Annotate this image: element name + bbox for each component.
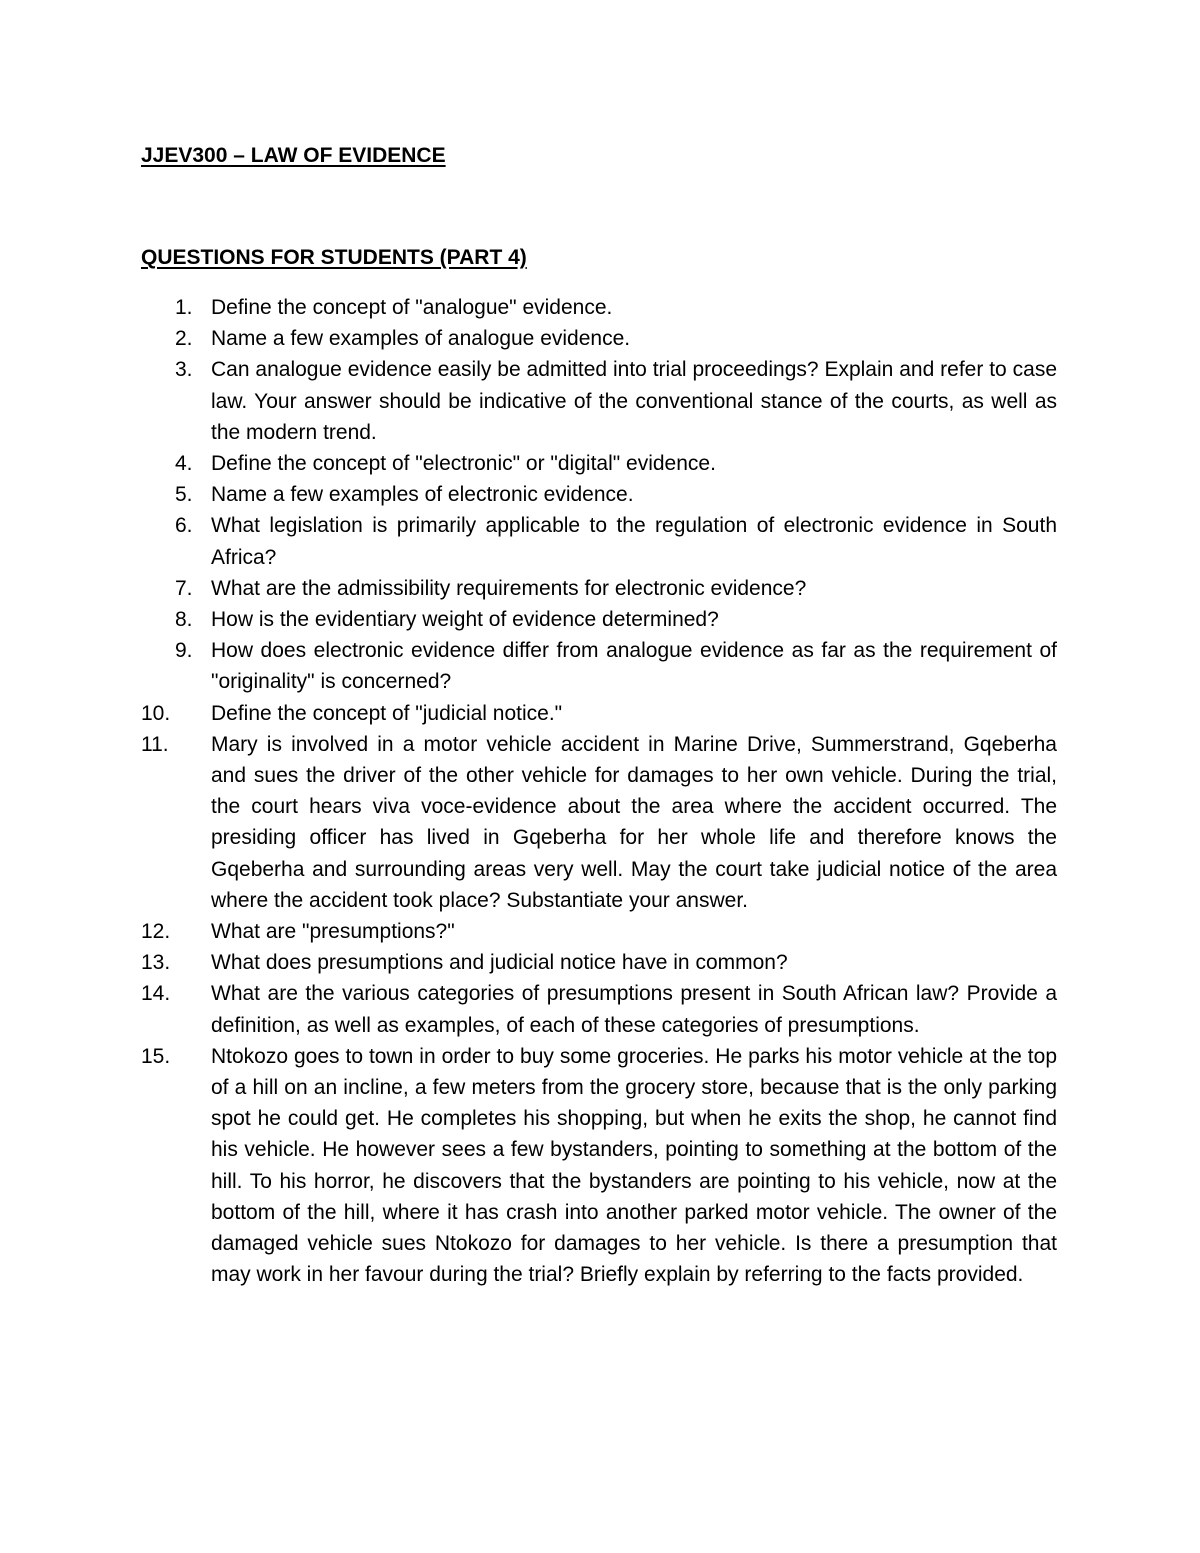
question-number: 11. xyxy=(141,732,169,756)
question-number: 14. xyxy=(141,982,171,1006)
question-number: 13. xyxy=(141,951,171,975)
question-text: Mary is involved in a motor vehicle accident in Marine Drive, Summerstrand, Gqeberha and sues the driver of the other vehicle for damages to her own vehicle. During the trial, the court hears viva voce-evidence about the area where the accident occurred. The presiding officer has lived in Gqeberha for her whole life and therefore knows the Gqeberha and surrounding areas very well. May the court take judicial notice of the area where the accident took place? Substantiate your answer. xyxy=(211,732,1057,912)
question-text: What legislation is primarily applicable to the regulation of electronic evidence in South Africa? xyxy=(211,514,1057,569)
section-heading: QUESTIONS FOR STUDENTS (PART 4) xyxy=(141,246,527,269)
question-item xyxy=(0,573,1200,604)
question-item xyxy=(0,947,1200,978)
question-number: 4. xyxy=(175,452,193,476)
question-text: What are the admissibility requirements for electronic evidence? xyxy=(211,576,807,600)
question-text: How is the evidentiary weight of evidence determined? xyxy=(211,608,719,632)
question-item xyxy=(0,635,1200,697)
question-text: How does electronic evidence differ from analogue evidence as far as the requirement of "originality" is concerned? xyxy=(211,639,1057,694)
question-item xyxy=(0,1041,1200,1291)
question-item xyxy=(0,729,1200,916)
question-number: 10. xyxy=(141,701,171,725)
question-text: Name a few examples of electronic evidence. xyxy=(211,483,634,507)
question-item xyxy=(0,916,1200,947)
question-text: What does presumptions and judicial notice have in common? xyxy=(211,951,788,975)
question-item xyxy=(0,698,1200,729)
question-number: 9. xyxy=(175,639,193,663)
question-number: 6. xyxy=(175,514,193,538)
question-item xyxy=(0,604,1200,635)
question-item xyxy=(0,354,1200,448)
question-number: 1. xyxy=(175,296,193,319)
document-title: JJEV300 – LAW OF EVIDENCE xyxy=(141,144,446,167)
question-item xyxy=(0,978,1200,1040)
question-text: What are "presumptions?" xyxy=(211,920,455,944)
question-item xyxy=(0,479,1200,510)
question-item xyxy=(0,448,1200,479)
question-text: What are the various categories of presumptions present in South African law? Provide a definition, as well as examples, of each of these categories of presumptions. xyxy=(211,982,1057,1037)
question-text: Can analogue evidence easily be admitted into trial proceedings? Explain and refer to case law. Your answer should be indicative of the conventional stance of the courts, as well as the modern trend. xyxy=(211,358,1057,444)
question-number: 2. xyxy=(175,327,193,351)
question-item xyxy=(0,510,1200,572)
question-number: 8. xyxy=(175,608,193,632)
question-text: Define the concept of "electronic" or "digital" evidence. xyxy=(211,452,716,476)
question-number: 7. xyxy=(175,576,193,600)
question-number: 15. xyxy=(141,1044,171,1068)
question-item xyxy=(0,323,1200,354)
question-text: Define the concept of "judicial notice." xyxy=(211,701,563,725)
question-number: 12. xyxy=(141,920,171,944)
question-text: Ntokozo goes to town in order to buy some groceries. He parks his motor vehicle at the top of a hill on an incline, a few meters from the grocery store, because that is the only parking spot he could get. He completes his shopping, but when he exits the shop, he cannot find his vehicle. He however sees a few bystanders, pointing to something at the bottom of the hill. To his horror, he discovers that the bystanders are pointing to his vehicle, now at the bottom of the hill, where it has crash into another parked motor vehicle. The owner of the damaged vehicle sues Ntokozo for damages to her vehicle. Is there a presumption that may work in her favour during the trial? Briefly explain by referring to the facts provided. xyxy=(211,1044,1057,1287)
question-list xyxy=(0,292,1200,1291)
question-text: Define the concept of "analogue" evidence. xyxy=(211,296,613,319)
question-number: 5. xyxy=(175,483,193,507)
question-text: Name a few examples of analogue evidence. xyxy=(211,327,631,351)
question-number: 3. xyxy=(175,358,193,382)
question-item xyxy=(0,292,1200,323)
